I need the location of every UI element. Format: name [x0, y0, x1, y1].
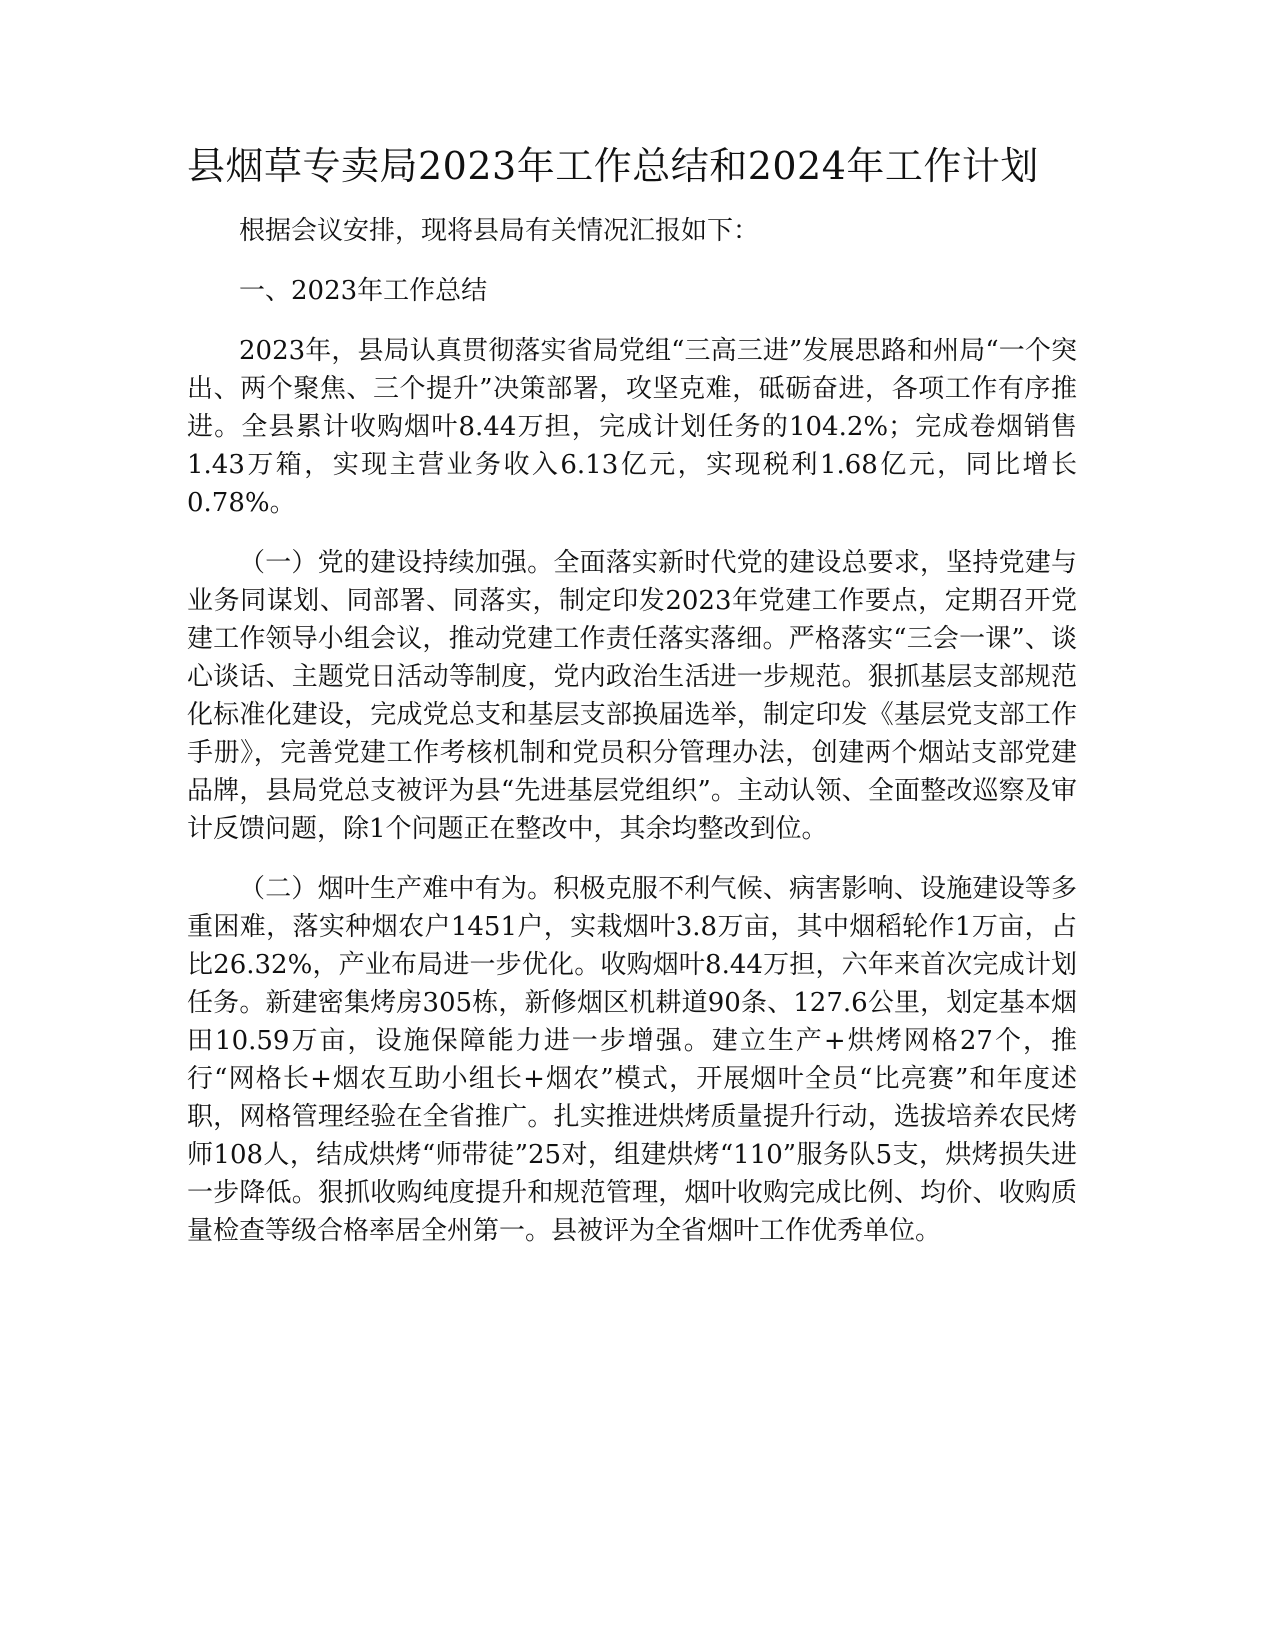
summary-paragraph: 2023年，县局认真贯彻落实省局党组“三高三进”发展思路和州局“一个突出、两个聚焦、三个提升”决策部署，攻坚克难，砥砺奋进，各项工作有序推进。全县累计收购烟叶8.44万担，完成计划任务的104.2%；完成卷烟销售1.43万箱，实现主营业务收入6.13亿元，实现税利1.68亿元，同比增长0.78%。 [187, 336, 1077, 518]
party-building-paragraph: （一）党的建设持续加强。全面落实新时代党的建设总要求，坚持党建与业务同谋划、同部署、同落实，制定印发2023年党建工作要点，定期召开党建工作领导小组会议，推动党建工作责任落实落细。严格落实“三会一课”、谈心谈话、主题党日活动等制度，党内政治生活进一步规范。狠抓基层支部规范化标准化建设，完成党总支和基层支部换届选举，制定印发《基层党支部工作手册》，完善党建工作考核机制和党员积分管理办法，创建两个烟站支部党建品牌，县局党总支被评为县“先进基层党组织”。主动认领、全面整改巡察及审计反馈问题，除1个问题正在整改中，其余均整改到位。 [187, 548, 1077, 844]
intro-paragraph: 根据会议安排，现将县局有关情况汇报如下： [239, 216, 760, 246]
document-page [187, 140, 1077, 1272]
tobacco-production-paragraph: （二）烟叶生产难中有为。积极克服不利气候、病害影响、设施建设等多重困难，落实种烟农户1451户，实栽烟叶3.8万亩，其中烟稻轮作1万亩，占比26.32%，产业布局进一步优化。收购烟叶8.44万担，六年来首次完成计划任务。新建密集烤房305栋，新修烟区机耕道90条、127.6公里，划定基本烟田10.59万亩，设施保障能力进一步增强。建立生产+烘烤网格27个，推行“网格长+烟农互助小组长+烟农”模式，开展烟叶全员“比亮赛”和年度述职，网格管理经验在全省推广。扎实推进烘烤质量提升行动，选拔培养农民烤师108人，结成烘烤“师带徒”25对，组建烘烤“110”服务队5支，烘烤损失进一步降低。狠抓收购纯度提升和规范管理，烟叶收购完成比例、均价、收购质量检查等级合格率居全州第一。县被评为全省烟叶工作优秀单位。 [187, 874, 1077, 1246]
section-heading: 一、2023年工作总结 [239, 276, 488, 306]
document-title: 县烟草专卖局2023年工作总结和2024年工作计划 [187, 144, 1039, 188]
